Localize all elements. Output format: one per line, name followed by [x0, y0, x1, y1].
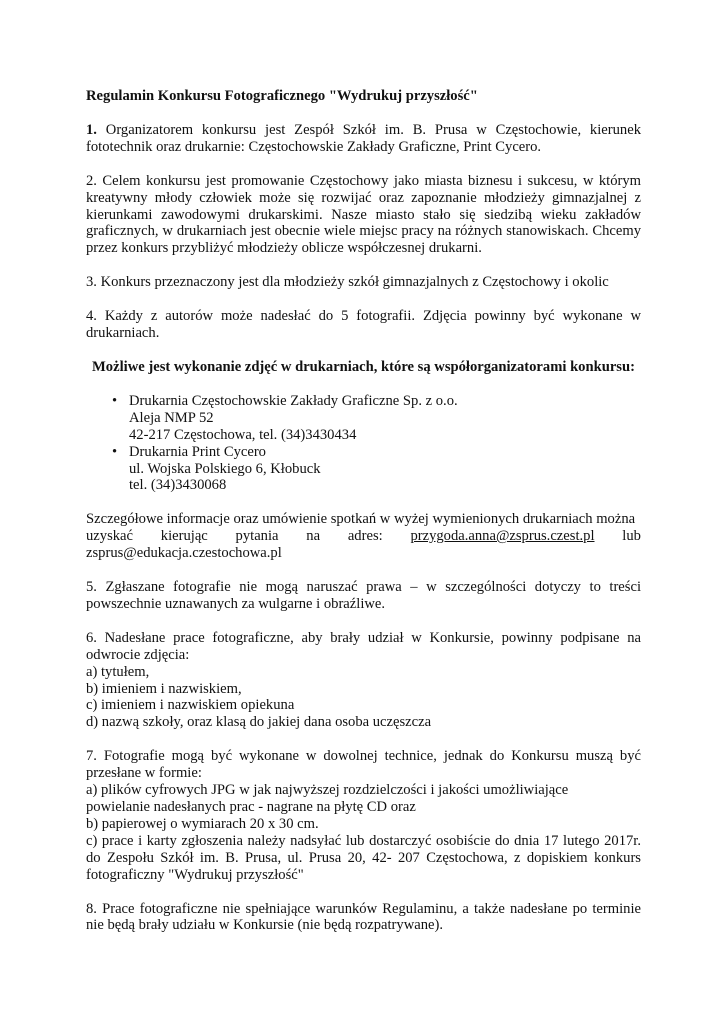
contact-details: [86, 511, 641, 562]
contact-word: adres:: [347, 528, 383, 545]
printer-city: 42-217 Częstochowa, tel. (34)3430434: [129, 426, 357, 443]
paragraph-7-item-b: b) papierowej o wymiarach 20 x 30 cm.: [86, 815, 319, 832]
email-link-secondary[interactable]: zsprus@edukacja.czestochowa.pl: [86, 545, 282, 562]
paragraph-3: 3. Konkurs przeznaczony jest dla młodzieży szkół gimnazjalnych z Częstochowy i okolic: [86, 274, 609, 291]
printer-name: Drukarnia Częstochowskie Zakłady Graficzne Sp. z o.o.: [129, 392, 458, 409]
paragraph-6-intro: 6. Nadesłane prace fotograficzne, aby brały udział w Konkursie, powinny podpisane na odwrocie zdjęcia:: [86, 629, 641, 663]
bullet-icon: •: [112, 392, 118, 409]
paragraph-6-item-a: a) tytułem,: [86, 663, 150, 680]
printers-heading: Możliwe jest wykonanie zdjęć w drukarniach, które są współorganizatorami konkursu:: [92, 358, 635, 375]
paragraph-4: 4. Każdy z autorów może nadesłać do 5 fotografii. Zdjęcia powinny być wykonane w drukarniach.: [86, 308, 641, 342]
document-title: Regulamin Konkursu Fotograficznego "Wydrukuj przyszłość": [86, 88, 478, 104]
paragraph-2: 2. Celem konkursu jest promowanie Częstochowy jako miasta biznesu i sukcesu, w którym kreatywny młody człowiek może się rozwijać oraz zapoznanie młodzieży gimnazjalnej z kierunkami zawodowymi drukarskimi. Nasze miasto stało się siedzibą wieku zakładów graficznych, w drukarniach jest obecnie wiele miejsc pracy na różnych stanowiskach. Chcemy przez konkurs przybliżyć młodzieży oblicze współczesnej drukarni.: [86, 172, 641, 257]
contact-line-1: Szczegółowe informacje oraz umówienie spotkań w wyżej wymienionych drukarniach można: [86, 511, 636, 528]
paragraph-7-item-a: a) plików cyfrowych JPG w jak najwyższej rozdzielczości i jakości umożliwiające: [86, 782, 569, 799]
paragraph-5: 5. Zgłaszane fotografie nie mogą naruszać prawa – w szczególności dotyczy to treści powszechnie uznawanych za wulgarne i obraźliwe.: [86, 579, 641, 612]
paragraph-6-item-d: d) nazwą szkoły, oraz klasą do jakiej dana osoba uczęszcza: [86, 714, 432, 731]
bullet-icon: •: [112, 443, 118, 460]
contact-word: uzyskać: [86, 528, 134, 545]
contact-word: kierując: [160, 528, 208, 545]
printer-city: tel. (34)3430068: [129, 477, 227, 494]
paragraph-1-number: 1.: [86, 121, 97, 138]
document-page: [86, 88, 641, 951]
paragraph-1: [86, 122, 641, 156]
paragraph-1-text: Organizatorem konkursu jest Zespół Szkół im. B. Prusa w Częstochowie, kierunek fototechnik oraz drukarnie: Częstochowskie Zakłady Graficzne, Print Cycero.: [86, 121, 641, 155]
printers-list: [86, 393, 641, 494]
printer-address: ul. Wojska Polskiego 6, Kłobuck: [129, 460, 321, 477]
paragraph-8: 8. Prace fotograficzne nie spełniające warunków Regulaminu, a także nadesłane po terminie nie będą brały udziału w Konkursie (nie będą rozpatrywane).: [86, 900, 641, 934]
paragraph-6-item-b: b) imieniem i nazwiskiem,: [86, 680, 242, 697]
contact-word: na: [306, 528, 321, 545]
printer-name: Drukarnia Print Cycero: [129, 443, 266, 460]
contact-word: lub: [622, 528, 641, 545]
contact-word: pytania: [235, 528, 279, 545]
contact-line-2: [86, 528, 641, 545]
paragraph-6: [86, 630, 641, 731]
paragraph-6-item-c: c) imieniem i nazwiskiem opiekuna: [86, 697, 295, 714]
email-link-primary[interactable]: przygoda.anna@zsprus.czest.pl: [410, 528, 595, 545]
paragraph-7: [86, 748, 641, 883]
paragraph-7-item-a-cont: powielanie nadesłanych prac - nagrane na płytę CD oraz: [86, 799, 416, 815]
paragraph-7-intro: 7. Fotografie mogą być wykonane w dowolnej technice, jednak do Konkursu muszą być przesłane w formie:: [86, 748, 641, 782]
printer-item: [86, 444, 641, 495]
paragraph-7-item-c: c) prace i karty zgłoszenia należy nadsyłać lub dostarczyć osobiście do dnia 17 lutego 2017r. do Zespołu Szkół im. B. Prusa, ul. Prusa 20, 42- 207 Częstochowa, z dopiskiem konkurs fotograficzny "Wydrukuj przyszłość": [86, 832, 641, 883]
printer-item: [86, 393, 641, 444]
printer-address: Aleja NMP 52: [129, 409, 214, 426]
